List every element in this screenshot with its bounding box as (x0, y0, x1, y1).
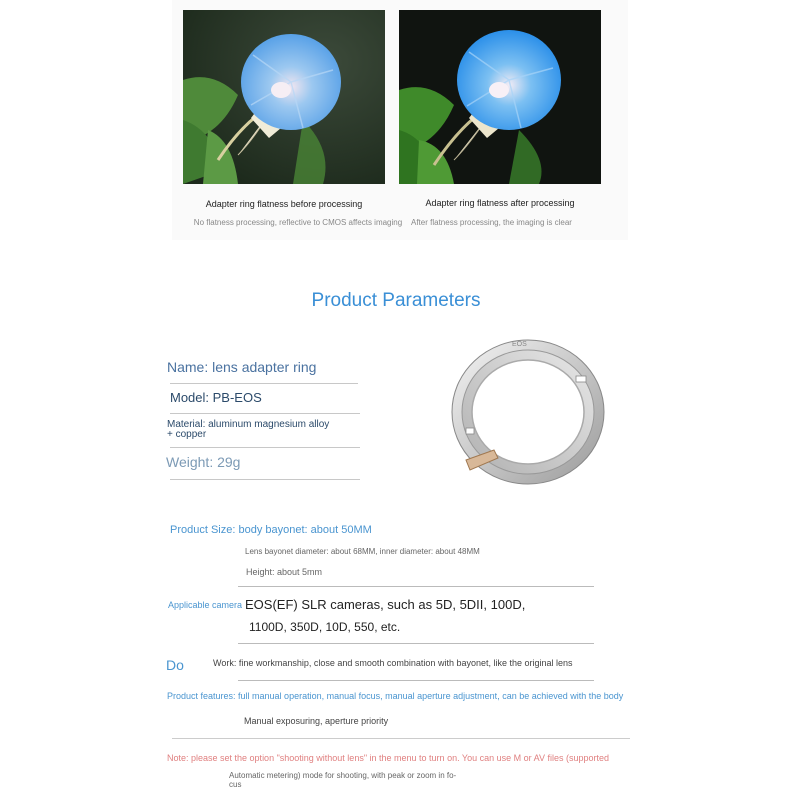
applicable-camera-label: Applicable camera (168, 600, 243, 610)
after-caption-title: Adapter ring flatness after processing (425, 198, 575, 208)
work-description: Work: fine workmanship, close and smooth combination with bayonet, like the original lens (213, 658, 573, 668)
applicable-camera-line-2: 1100D, 350D, 10D, 550, etc. (249, 620, 401, 634)
note-detail-line-1: Automatic metering) mode for shooting, with peak or zoom in fo- (229, 771, 457, 780)
divider (170, 447, 360, 448)
divider (238, 680, 594, 681)
lens-bayonet-diameter: Lens bayonet diameter: about 68MM, inner diameter: about 48MM (245, 547, 480, 556)
spec-material-line-1: Material: aluminum magnesium alloy (167, 419, 330, 430)
product-features: Product features: full manual operation, manual focus, manual aperture adjustment, can be achieved with the body (167, 691, 624, 701)
divider (170, 383, 358, 384)
note-text: Note: please set the option "shooting without lens" in the menu to turn on. You can use M or AV files (supported (167, 753, 609, 763)
height-detail: Height: about 5mm (246, 567, 323, 577)
spec-weight: Weight: 29g (166, 454, 241, 470)
divider (238, 586, 594, 587)
divider (170, 413, 360, 414)
adapter-ring-image (436, 330, 616, 500)
spec-material-line-2: + copper (167, 429, 207, 440)
note-detail (229, 771, 479, 789)
section-title: Product Parameters (311, 290, 481, 311)
divider (172, 738, 630, 739)
divider (238, 643, 594, 644)
svg-text:EOS: EOS (512, 341, 527, 348)
note-detail-line-2: cus (229, 780, 242, 789)
spec-material (167, 420, 347, 440)
product-features-detail: Manual exposuring, aperture priority (244, 716, 389, 726)
before-caption-title: Adapter ring flatness before processing (205, 199, 363, 209)
spec-model: Model: PB-EOS (170, 390, 262, 405)
applicable-camera-line-1: EOS(EF) SLR cameras, such as 5D, 5DII, 100D, (245, 597, 526, 612)
spec-name: Name: lens adapter ring (167, 359, 317, 375)
photo-after-processing (399, 10, 601, 184)
after-caption-subtitle: After flatness processing, the imaging is clear (411, 218, 572, 227)
product-size-label: Product Size: body bayonet: about 50MM (170, 524, 372, 536)
divider (170, 479, 360, 480)
before-caption-subtitle: No flatness processing, reflective to CMOS affects imaging (193, 218, 403, 227)
do-label: Do (166, 657, 184, 673)
photo-before-processing (183, 10, 385, 184)
